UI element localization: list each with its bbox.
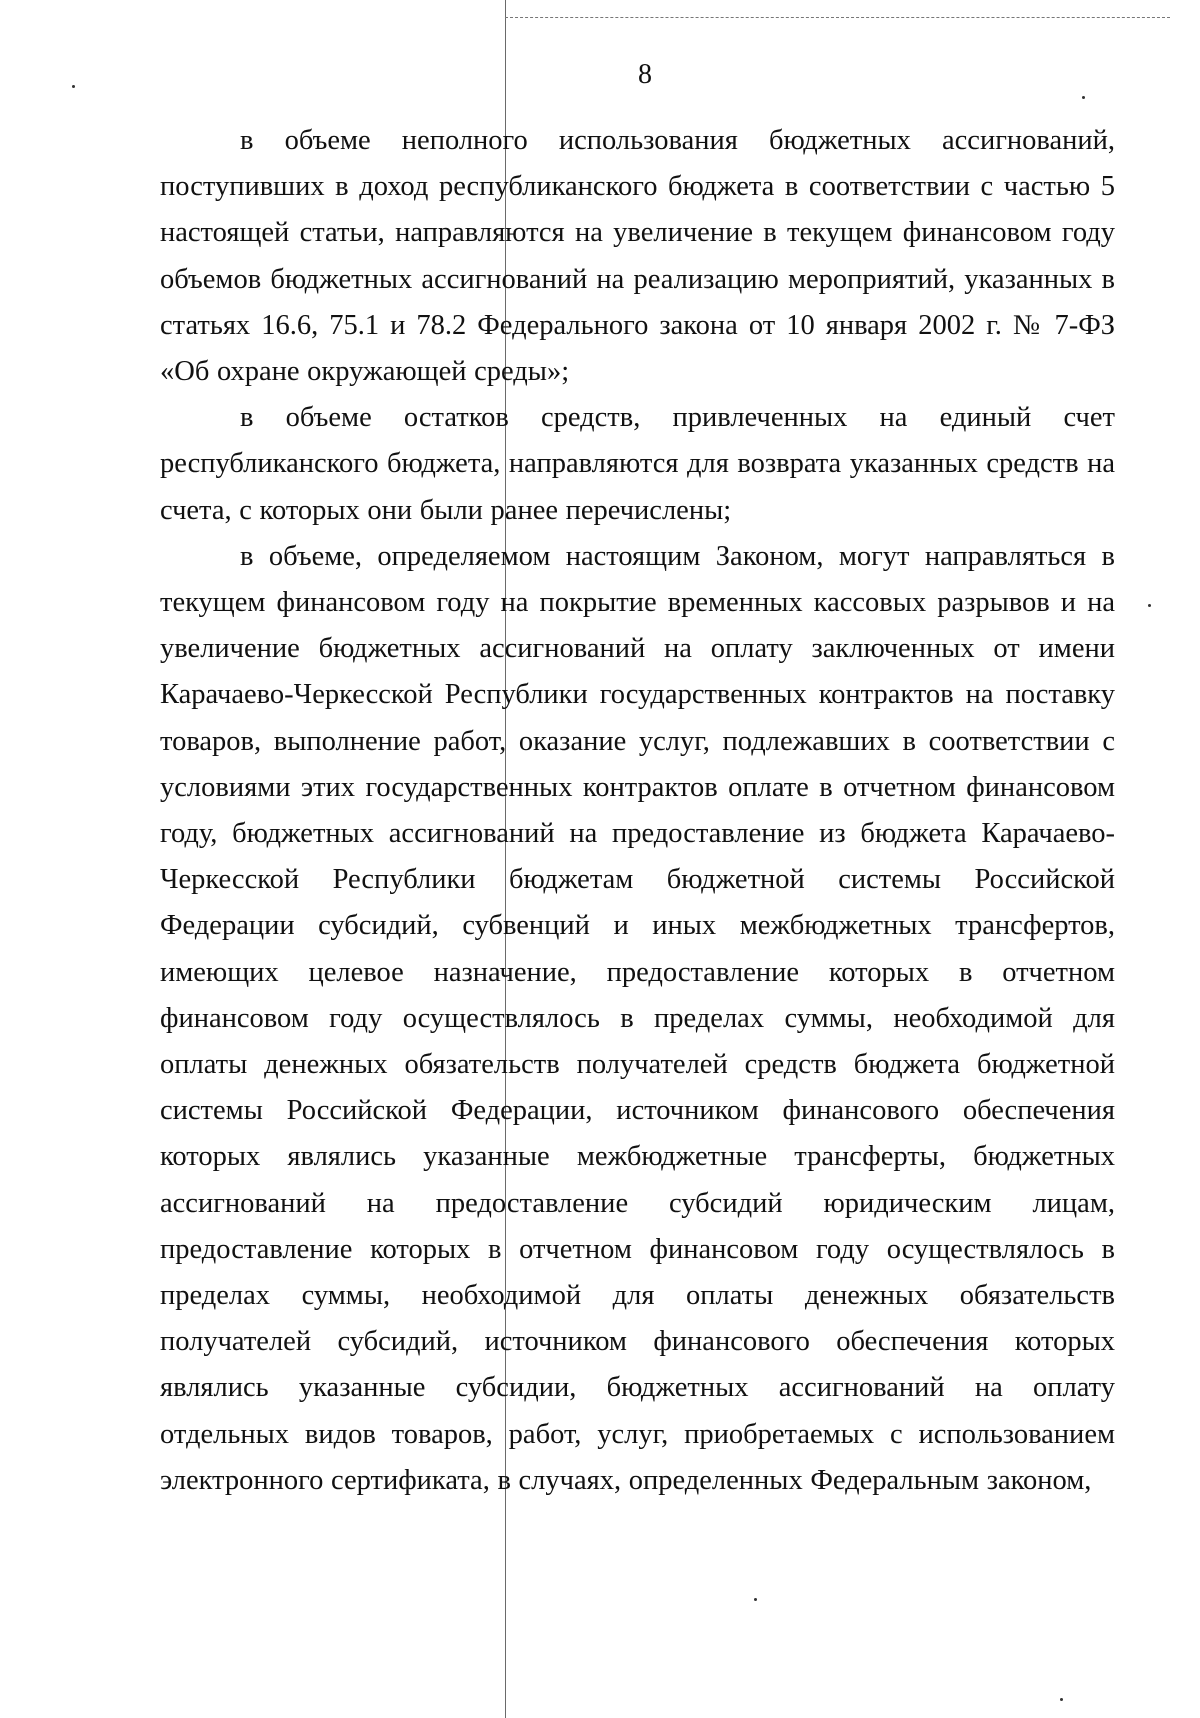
scan-speck — [1082, 96, 1085, 99]
body-text — [160, 118, 1115, 1504]
page-number: 8 — [638, 59, 652, 90]
scan-speck — [1060, 1698, 1063, 1701]
scan-speck — [754, 1598, 757, 1601]
paragraph-cash-gaps-and-contracts: в объеме, определяемом настоящим Законом, могут направляться в текущем финансовом году на покрытие временных кассовых разрывов и на увеличение бюджетных ассигнований на оплату заключенных от имени Карачаево-Черкесской Республики государственных контрактов на поставку товаров, выполнение работ, оказание услуг, подлежавших в соответствии с условиями этих государственных контрактов оплате в отчетном финансовом году, бюджетных ассигнований на предоставление из бюджета Карачаево-Черкесской Республики бюджетам бюджетной системы Российской Федерации субсидий, субвенций и иных межбюджетных трансфертов, имеющих целевое назначение, предоставление которых в отчетном финансовом году осуществлялось в пределах суммы, необходимой для оплаты денежных обязательств получателей средств бюджета бюджетной системы Российской Федерации, источником финансового обеспечения которых являлись указанные межбюджетные трансферты, бюджетных ассигнований на предоставление субсидий юридическим лицам, предоставление которых в отчетном финансовом году осуществлялось в пределах суммы, необходимой для оплаты денежных обязательств получателей субсидий, источником финансового обеспечения которых являлись указанные субсидии, бюджетных ассигнований на оплату отдельных видов товаров, работ, услуг, приобретаемых с использованием электронного сертификата, в случаях, определенных Федеральным законом, — [160, 540, 1115, 1496]
paragraph-unused-allocations: в объеме неполного использования бюджетных ассигнований, поступивших в доход республиканского бюджета в соответствии с частью 5 настоящей статьи, направляются на увеличение в текущем финансовом году объемов бюджетных ассигнований на реализацию мероприятий, указанных в статьях 16.6, 75.1 и 78.2 Федерального закона от 10 января 2002 г. № 7-ФЗ «Об охране окружающей среды»; — [160, 125, 1115, 388]
paragraph-single-account-balances: в объеме остатков средств, привлеченных на единый счет республиканского бюджета, направляются для возврата указанных средств на счета, с которых они были ранее перечислены; — [160, 402, 1115, 526]
scan-speck — [1148, 604, 1151, 607]
scan-edge-line — [505, 17, 1170, 18]
